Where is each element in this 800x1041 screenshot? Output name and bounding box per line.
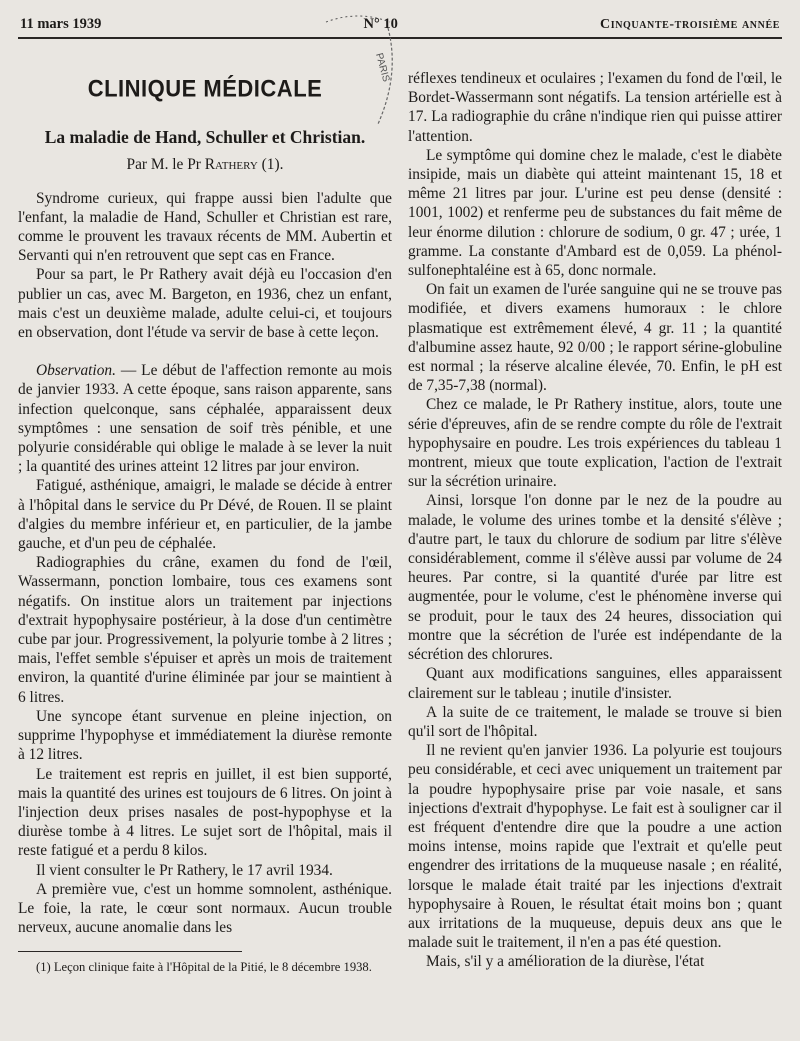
observation-paragraph-1 — [18, 361, 392, 476]
footnote: (1) Leçon clinique faite à l'Hôpital de la Pitié, le 8 décembre 1938. — [36, 960, 372, 975]
right-paragraph-1: réflexes tendineux et oculaires ; l'examen du fond de l'œil, le Bordet-Wassermann sont négatifs. La tension artérielle est à 17. La radiographie du crâne n'indique rien qui puisse attirer l'attention. — [408, 70, 782, 145]
intro-paragraph-1: Syndrome curieux, qui frappe aussi bien l'adulte que l'enfant, la maladie de Hand, Schuller et Christian est rare, comme le prouvent les travaux récents de MM. Aubertin et Servanti qui n'en retrouvent que sept cas en France. — [18, 189, 392, 265]
issue-date: 11 mars 1939 — [20, 16, 102, 32]
right-paragraph-5: Ainsi, lorsque l'on donne par le nez de la poudre au malade, le volume des urines tombe et la densité s'élève ; d'autre part, le taux du chlorure de sodium par litre s'élève considérablement, comme il s'élève aussi par volume de 24 heures. Par contre, si la quantité d'urée par litre est augmentée, pour le volume, c'est le phénomène inverse qui se produit, pour le taux des 24 heures, dissociation qui montre que la sécrétion de l'urée est indépendante de la sécrétion des chlorures. — [408, 492, 782, 664]
observation-paragraph-2: Fatigué, asthénique, amaigri, le malade se décide à entrer à l'hôpital dans le service du Pr Dévé, de Rouen. Il se plaint d'algies du membre inférieur et, en particulier, de la jambe gauche, et d'un peu de céphalée. — [18, 477, 392, 553]
article-title: La maladie de Hand, Schuller et Christian. — [44, 127, 366, 148]
article-author — [18, 155, 392, 174]
observation-label: Observation. — [36, 362, 116, 380]
right-paragraph-4: Chez ce malade, le Pr Rathery institue, alors, toute une série d'épreuves, afin de se rendre compte du rôle de l'extrait hypophysaire en poudre. Les trois expériences du tableau 1 montrent, mieux que toute explication, l'action de l'extrait sur la sécrétion urinaire. — [408, 396, 782, 491]
right-paragraph-3: On fait un examen de l'urée sanguine qui ne se trouve pas modifiée, et divers examens humoraux : le chlore plasmatique est extrêmement élevé, 4 gr. 11 ; la quantité d'albumine assez haute, 92 0/00 ; le rapport sérine-globuline est normal ; la réserve alcaline élevée, 70. Enfin, le pH est de 7,35-7,38 (normal). — [408, 281, 782, 395]
author-name: Rathery — [204, 156, 258, 174]
section-title: CLINIQUE MÉDICALE — [87, 74, 323, 103]
volume-year: Cinquante-troisième année — [600, 17, 780, 32]
author-prefix: Par M. le Pr — [126, 156, 201, 174]
footnote-divider — [18, 951, 242, 952]
running-header — [18, 16, 782, 39]
observation-paragraph-4: Une syncope étant survenue en pleine injection, on supprime l'hypophyse et immédiatement la diurèse remonte à 12 litres. — [18, 707, 392, 764]
observation-paragraph-5: Le traitement est repris en juillet, il est bien supporté, mais la quantité des urines est toujours de 6 litres. On joint à l'injection deux prises nasales de post-hypophyse et la diurèse tombe à 4 litres. Le sujet sort de l'hôpital, mais il reste fatigué et a perdu 8 kilos. — [18, 765, 392, 860]
right-paragraph-8: Il ne revient qu'en janvier 1936. La polyurie est toujours peu considérable, et ceci avec uniquement un traitement par la poudre hypophysaire prise par voie nasale, et sans injections d'extrait d'hypophyse. Le fait est à souligner car il est fréquent d'entendre dire que la poudre a une action moins intense, moins rapide que l'extrait et qu'elle peut engendrer des irritations de la muqueuse nasale ; en réalité, lorsque le malade était traité par les injections d'extrait hypophysaire à Rouen, le résultat était moins bon ; quant aux irritations de la muqueuse, depuis deux ans que le malade suit le traitement, il n'en a pas été question. — [408, 742, 782, 952]
left-column — [18, 45, 392, 975]
stamp-text: PARIS — [373, 51, 392, 84]
intro-paragraph-2: Pour sa part, le Pr Rathery avait déjà eu l'occasion d'en publier un cas, avec M. Bargeton, en 1936, chez un enfant, mais c'est un deuxième malade, adulte celui-ci, et toujours en observation, dont l'étude va servir de base à cette leçon. — [18, 266, 392, 342]
observation-paragraph-7: A première vue, c'est un homme somnolent, asthénique. Le foie, la rate, le cœur sont normaux. Aucun trouble nerveux, aucune anomalie dans les — [18, 880, 392, 937]
right-paragraph-6: Quant aux modifications sanguines, elles apparaissent clairement sur le tableau ; inutile d'insister. — [408, 665, 782, 702]
observation-text: — Le début de l'affection remonte au mois de janvier 1933. A cette époque, sans raison apparente, sans infection quelconque, sans céphalée, apparaissent deux symptômes : une sensation de soif très pénible, et une polyurie considérable qui oblige le malade à se lever la nuit ; la quantité des urines atteint 12 litres par jour environ. — [18, 362, 392, 476]
right-paragraph-2: Le symptôme qui domine chez le malade, c'est le diabète insipide, mais un diabète qui atteint maintenant 15, 18 et même 21 litres par jour. L'urine est peu dense (densité : 1001, 1002) et renferme peu de substances du fait même de leur énorme dilution : chlorure de sodium, 0 gr. 47 ; urée, 1 gramme. La constante d'Ambard est de 0,059. La phénol-sulfonephtaléine est à 65, donc normale. — [408, 146, 782, 280]
observation-paragraph-6: Il vient consulter le Pr Rathery, le 17 avril 1934. — [36, 861, 333, 879]
right-column — [408, 45, 782, 975]
right-paragraph-7: A la suite de ce traitement, le malade se trouve si bien qu'il sort de l'hôpital. — [408, 703, 782, 740]
issue-number: N° 10 — [363, 16, 398, 32]
right-paragraph-9: Mais, s'il y a amélioration de la diurèse, l'état — [426, 953, 705, 971]
observation-paragraph-3: Radiographies du crâne, examen du fond de l'œil, Wassermann, ponction lombaire, tous ces examens sont négatifs. On institue alors un traitement par injections d'extrait hypophysaire postérieur, à la dose d'un centimètre cube par jour. Progressivement, la polyurie tombe à 2 litres ; mais, l'effet semble s'épuiser et après un mois de traitement environ, la quantité d'urine éliminée par jour se maintient à 6 litres. — [18, 554, 392, 706]
author-footnote-ref: (1). — [261, 156, 284, 174]
library-stamp-icon — [318, 14, 398, 134]
